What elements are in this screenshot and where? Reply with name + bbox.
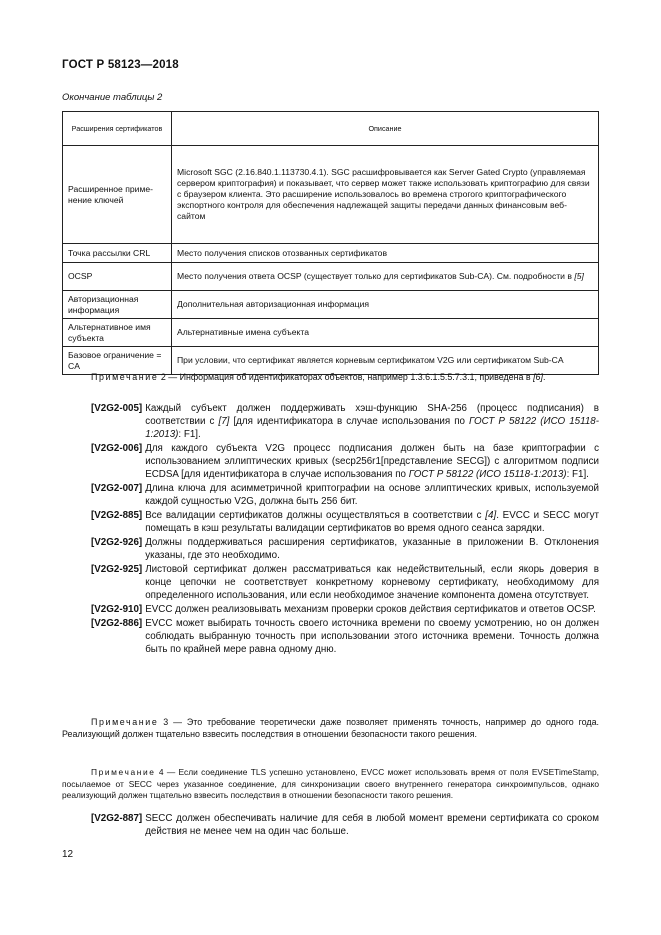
note-2: Примечание 2 — Информация об идентификаторах объектов, например 1.3.6.1.5.5.7.3.1, приведена в [6]. <box>91 372 546 382</box>
requirement-item <box>62 536 599 562</box>
reference-link[interactable]: [4] <box>485 510 497 521</box>
row-extension: Расширенное применение ключей <box>63 146 172 244</box>
requirement-item <box>62 442 599 481</box>
row-extension: Авторизационная информация <box>63 291 172 319</box>
requirement-text: Должны поддерживаться расширения сертификатов, указанные в приложении В. Отклонения указаны, где это необходимо. <box>145 537 599 561</box>
requirement-last <box>62 812 599 839</box>
table-row <box>63 263 599 291</box>
row-extension: OCSP <box>63 263 172 291</box>
requirement-text: EVCC может выбирать точность своего источника времени по своему усмотрению, но он должен соблюдать выбранную точность при использовании этого источника времени. Точность должна быть по крайней мере равна одному дню. <box>145 618 599 655</box>
table-row <box>63 146 599 244</box>
requirement-text: Каждый субъект должен поддерживать хэш-функцию SHA-256 (процесс подписания) в соответствии с [7] [для идентификатора в случае использования по ГОСТ Р 58122 (ИСО 15118-1:2013): F1]. <box>145 403 599 440</box>
table-row <box>63 244 599 263</box>
requirement-item <box>62 617 599 656</box>
row-description: Microsoft SGC (2.16.840.1.113730.4.1). SGC расшифровывается как Server Gated Crypto (управляемая сервером криптография) и показывает, что сервер может также использовать криптографию для связи с браузером клиента. Это расширение использовалось во времена строгого криптографического экспортного контроля для обеспечения надлежащей защиты передачи данных финансовым веб-сайтом <box>172 146 599 244</box>
requirement-id: [V2G2-887] <box>91 813 143 824</box>
requirement-id: [V2G2-886] <box>91 618 143 629</box>
requirements-list <box>62 402 599 657</box>
requirement-id: [V2G2-007] <box>91 483 143 494</box>
table-caption: Окончание таблицы 2 <box>62 92 163 103</box>
requirement-item <box>62 563 599 602</box>
row-description: Место получения списков отозванных сертификатов <box>172 244 599 263</box>
requirement-id: [V2G2-005] <box>91 403 143 414</box>
requirement-text: Все валидации сертификатов должны осуществляться в соответствии с [4]. EVCC и SECC могут помещать в кэш результаты валидации сертификатов во время одного сеанса зарядки. <box>145 510 599 534</box>
row-extension: Альтернативное имя субъекта <box>63 319 172 347</box>
note-3: Примечание 3 — Это требование теоретически даже позволяет применять точность, например до одного года. Реализующий должен тщательно взвесить последствия в отношении безопасности такого решения. <box>62 717 599 739</box>
row-description: Дополнительная авторизационная информация <box>172 291 599 319</box>
requirement-id: [V2G2-926] <box>91 537 143 548</box>
requirement-text: Для каждого субъекта V2G процесс подписания должен быть на базе криптографии с использованием эллиптических кривых (secp256r1[представление SECG]) с алгоритмом подписи ECDSA [для идентификатора в случае использования по ГОСТ Р 58122 (ИСО 15118-1:2013): F1]. <box>145 443 599 480</box>
requirement-text: SECC должен обеспечивать наличие для себя в любой момент времени сертификата со сроком действия не менее чем на один час больше. <box>145 813 599 837</box>
requirement-item <box>62 482 599 508</box>
requirement-id: [V2G2-006] <box>91 443 143 454</box>
requirement-text: Длина ключа для асимметричной криптографии на основе эллиптических кривых, используемой каждой сущностью V2G, должна быть 256 бит. <box>145 483 599 507</box>
table-header-row <box>63 112 599 146</box>
requirement-id: [V2G2-885] <box>91 510 143 521</box>
requirement-item <box>62 509 599 535</box>
requirement-item <box>62 603 599 616</box>
column-header-description: Описание <box>172 112 599 146</box>
column-header-extensions: Расширения сертификатов <box>63 112 172 146</box>
table-row <box>63 291 599 319</box>
requirement-item <box>62 812 599 838</box>
table-row <box>63 319 599 347</box>
requirement-id: [V2G2-925] <box>91 564 143 575</box>
row-description: Место получения ответа OCSP (существует только для сертификатов Sub-CA). См. подробности в [5] <box>172 263 599 291</box>
requirement-text: Листовой сертификат должен рассматриваться как недействительный, если якорь доверия в конце цепочки не соответствует конкретному корневому сертификату, необходимому для определенного использования, или если необходимое значение компонента домена отсутствует. <box>145 564 599 601</box>
certificate-extensions-table <box>62 111 599 375</box>
row-extension: Базовое ограничение = CA <box>63 347 172 375</box>
row-description: Альтернативные имена субъекта <box>172 319 599 347</box>
note-4: Примечание 4 — Если соединение TLS успешно установлено, EVCC может использовать время от поля EVSETimeStamp, посылаемое от SECC через указанное соединение, для синхронизации своего внутреннего генератора синхроимпульсов, однако реализующий должен тщательно взвесить последствия в отношении безопасности такого решения. <box>62 767 599 801</box>
page-number: 12 <box>62 849 74 860</box>
requirement-item <box>62 402 599 441</box>
reference-link[interactable]: [5] <box>574 271 584 281</box>
standard-header: ГОСТ Р 58123—2018 <box>62 59 179 71</box>
row-extension: Точка рассылки CRL <box>63 244 172 263</box>
row-description: При условии, что сертификат является корневым сертификатом V2G или сертификатом Sub-CA <box>172 347 599 375</box>
reference-link[interactable]: [6] <box>533 372 543 382</box>
reference-link[interactable]: [7] <box>218 416 230 427</box>
requirement-text: EVCC должен реализовывать механизм проверки сроков действия сертификатов и ответов OCSP. <box>145 604 596 615</box>
requirement-id: [V2G2-910] <box>91 604 143 615</box>
